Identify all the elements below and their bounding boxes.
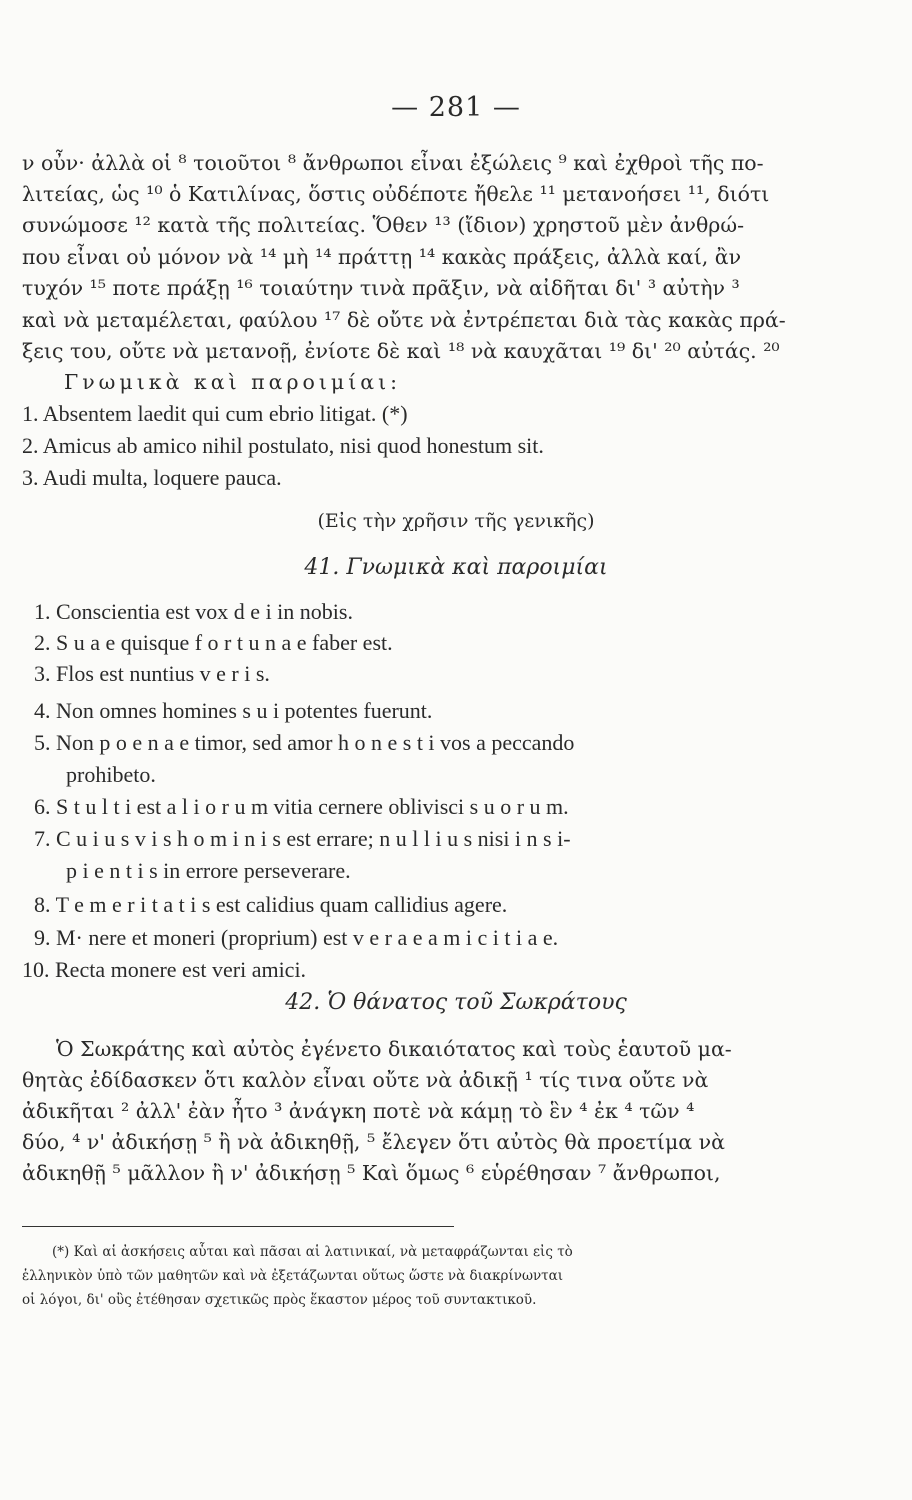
footnote-line: οἱ λόγοι, δι' οὓς ἐτέθησαν σχετικῶς πρὸς ἕκαστον μέρος τοῦ συντακτικοῦ. xyxy=(22,1292,537,1308)
footnote-divider xyxy=(22,1226,454,1227)
gnomic-label: Γνωμικὰ καὶ παροιμίαι: xyxy=(64,370,402,394)
proverb-item: 10. Recta monere est veri amici. xyxy=(22,957,307,982)
proverb-item: 9. M· nere et moneri (proprium) est v e r a e a m i c i t i a e. xyxy=(34,925,559,950)
section-42-title: 42. Ὁ θάνατος τοῦ Σωκράτους xyxy=(285,990,627,1015)
socrates-line: ἀδικῆται ² ἀλλ' ἐὰν ἦτο ³ ἀνάγκη ποτὲ νὰ κάμῃ τὸ ἓν ⁴ ἐκ ⁴ τῶν ⁴ xyxy=(22,1099,695,1123)
socrates-line: δύο, ⁴ ν' ἀδικήσῃ ⁵ ἢ νὰ ἀδικηθῇ, ⁵ ἔλεγεν ὅτι αὐτὸς θὰ προετίμα νὰ xyxy=(22,1130,725,1154)
greek-line: τυχόν ¹⁵ ποτε πράξῃ ¹⁶ τοιαύτην τινὰ πρᾶξιν, νὰ αἰδῆται δι' ³ αὐτὴν ³ xyxy=(22,276,740,300)
proverb-item: 8. T e m e r i t a t i s est calidius quam callidius agere. xyxy=(34,892,508,917)
greek-line: λιτείας, ὡς ¹⁰ ὁ Κατιλίνας, ὅστις οὐδέποτε ἤθελε ¹¹ μετανοήσει ¹¹, διότι xyxy=(22,182,770,206)
proverb-item: 2. S u a e quisque f o r t u n a e faber est. xyxy=(34,630,393,655)
proverb-item: 3. Flos est nuntius v e r i s. xyxy=(34,661,270,686)
proverb-item: 1. Absentem laedit qui cum ebrio litigat. (*) xyxy=(22,401,408,426)
socrates-line: ἀδικηθῇ ⁵ μᾶλλον ἢ ν' ἀδικήσῃ ⁵ Καὶ ὅμως ⁶ εὑρέθησαν ⁷ ἄνθρωποι, xyxy=(22,1161,721,1185)
proverb-item: 5. Non p o e n a e timor, sed amor h o n e s t i vos a peccando xyxy=(34,730,575,755)
footnote-line: (*) Καὶ αἱ ἀσκήσεις αὗται καὶ πᾶσαι αἱ λατινικαί, νὰ μεταφράζωνται εἰς τὸ xyxy=(52,1244,573,1260)
usage-note: (Εἰς τὴν χρῆσιν τῆς γενικῆς) xyxy=(317,510,595,532)
greek-line: που εἶναι οὐ μόνον νὰ ¹⁴ μὴ ¹⁴ πράττῃ ¹⁴ κακὰς πράξεις, ἀλλὰ καί, ἂν xyxy=(22,245,742,269)
greek-line: καὶ νὰ μεταμέλεται, φαύλου ¹⁷ δὲ οὔτε νὰ ἐντρέπεται διὰ τὰς κακὰς πρά- xyxy=(22,308,786,332)
proverb-item: prohibeto. xyxy=(66,762,156,787)
proverb-item: 6. S t u l t i est a l i o r u m vitia cernere oblivisci s u o r u m. xyxy=(34,794,569,819)
greek-line: συνώμοσε ¹² κατὰ τῆς πολιτείας. Ὅθεν ¹³ (ἴδιον) χρηστοῦ μὲν ἀνθρώ- xyxy=(22,213,745,237)
greek-line: ν οὖν· ἀλλὰ οἱ ⁸ τοιοῦτοι ⁸ ἄνθρωποι εἶναι ἐξώλεις ⁹ καὶ ἐχθροὶ τῆς πο- xyxy=(22,151,764,175)
footnote-line: ἑλληνικὸν ὑπὸ τῶν μαθητῶν καὶ νὰ ἐξετάζωνται οὕτως ὥστε νὰ διακρίνωνται xyxy=(22,1268,564,1284)
socrates-line: Ὁ Σωκράτης καὶ αὐτὸς ἐγένετο δικαιότατος καὶ τοὺς ἑαυτοῦ μα- xyxy=(56,1037,732,1061)
socrates-line: θητὰς ἐδίδασκεν ὅτι καλὸν εἶναι οὔτε νὰ ἀδικῇ ¹ τίς τινα οὔτε νὰ xyxy=(22,1068,709,1092)
greek-line: ξεις του, οὔτε νὰ μετανοῇ, ἐνίοτε δὲ καὶ ¹⁸ νὰ καυχᾶται ¹⁹ δι' ²⁰ αὐτάς. ²⁰ xyxy=(22,339,780,363)
proverb-item: p i e n t i s in errore perseverare. xyxy=(66,858,351,883)
section-41-title: 41. Γνωμικὰ καὶ παροιμίαι xyxy=(304,555,608,580)
proverb-item: 3. Audi multa, loquere pauca. xyxy=(22,465,282,490)
page-number: — 281 — xyxy=(391,92,521,123)
proverb-item: 1. Conscientia est vox d e i in nobis. xyxy=(34,599,353,624)
proverb-item: 2. Amicus ab amico nihil postulato, nisi quod honestum sit. xyxy=(22,433,544,458)
proverb-item: 7. C u i u s v i s h o m i n i s est errare; n u l l i u s nisi i n s i- xyxy=(34,826,571,851)
proverb-item: 4. Non omnes homines s u i potentes fuerunt. xyxy=(34,698,433,723)
